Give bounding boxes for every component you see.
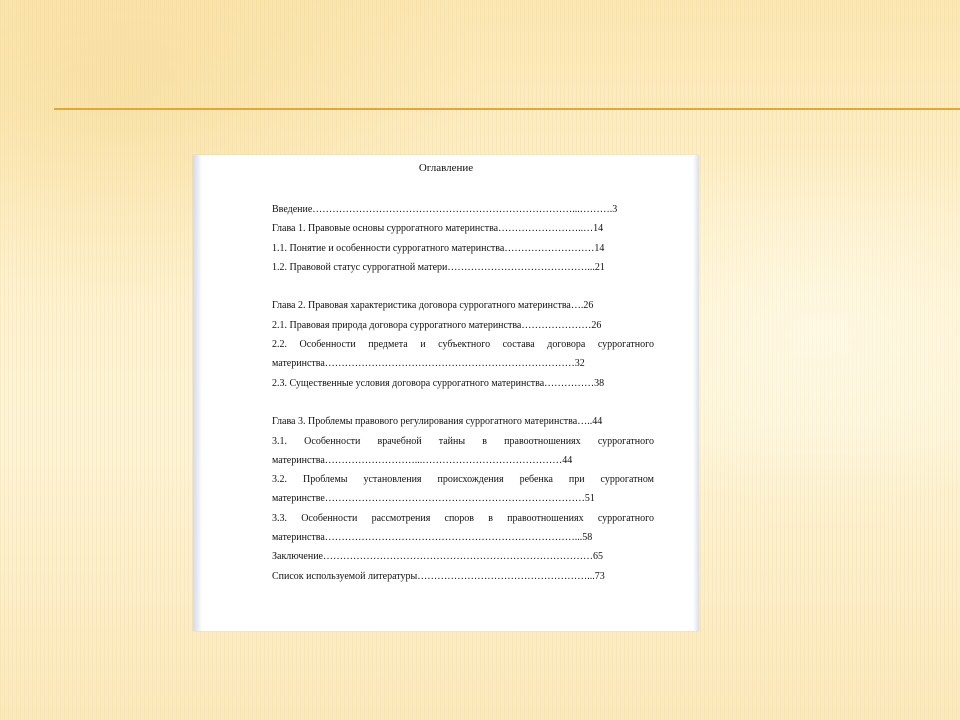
toc-entry-section-1-1: 1.1. Понятие и особенности суррогатного материнства………………………14 — [272, 242, 605, 254]
toc-entry-section-2-2-continued: материнства…………………………………………………………………32 — [272, 358, 585, 370]
toc-spacer — [272, 277, 654, 296]
toc-title: Оглавление — [418, 162, 474, 174]
document-page — [193, 155, 699, 631]
toc-entry-section-3-3-continued: материнства…………………………………………………………………...58 — [272, 532, 593, 544]
toc-entry-section-2-3: 2.3. Существенные условия договора суррогатного материнства……………38 — [272, 377, 605, 389]
slide-accent-rule — [54, 108, 960, 110]
toc-entry-introduction: Введение……………………………………………………………………...……….3 — [272, 204, 618, 215]
toc-entry-section-2-2: 2.2. Особенности предмета и субъектного состава договора суррогатного — [272, 339, 654, 351]
page-left-edge — [193, 155, 202, 631]
toc-entry-chapter-1: Глава 1. Правовые основы суррогатного материнства……………………..…14 — [272, 223, 604, 235]
toc-entry-section-3-1-continued: материнства………………………...……………………………………44 — [272, 454, 573, 466]
toc-entry-conclusion: Заключение………………………………………………………………………65 — [272, 551, 603, 563]
toc-entry-section-1-2: 1.2. Правовой статус суррогатной матери……………………………………...21 — [272, 261, 605, 273]
page-right-edge — [693, 155, 699, 631]
toc-entry-section-2-1: 2.1. Правовая природа договора суррогатного материнства…………………26 — [272, 319, 602, 331]
toc-entry-section-3-1: 3.1. Особенности врачебной тайны в правоотношениях суррогатного — [272, 435, 654, 447]
toc-spacer — [272, 393, 654, 412]
toc-entry-section-3-2: 3.2. Проблемы установления происхождения ребенка при суррогатном — [272, 474, 654, 486]
toc-entry-chapter-3: Глава 3. Проблемы правового регулирования суррогатного материнства…..44 — [272, 416, 603, 428]
toc-entry-section-3-3: 3.3. Особенности рассмотрения споров в правоотношениях суррогатного — [272, 512, 654, 524]
toc-entry-chapter-2: Глава 2. Правовая характеристика договора суррогатного материнства….26 — [272, 300, 594, 312]
toc-entry-section-3-2-continued: материнстве……………………………………………………………………51 — [272, 493, 595, 505]
toc-entry-bibliography: Список используемой литературы……………………………………………...73 — [272, 570, 605, 582]
table-of-contents — [272, 200, 654, 586]
